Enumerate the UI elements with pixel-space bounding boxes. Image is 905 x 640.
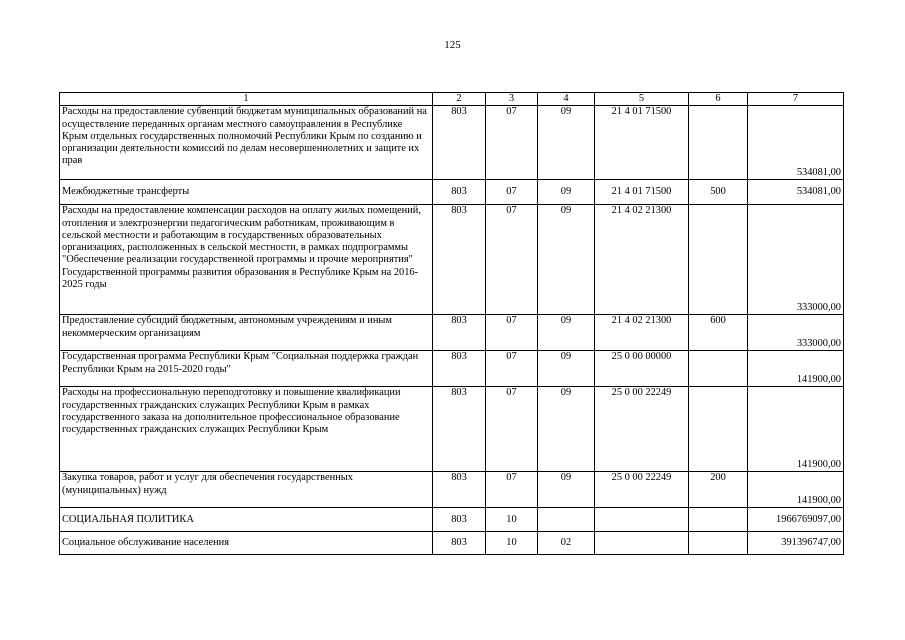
column-header: 3 [486, 93, 538, 106]
item-name: Социальное обслуживание населения [60, 532, 433, 555]
section-code: 10 [486, 508, 538, 532]
target-article-code: 25 0 00 22249 [595, 387, 689, 472]
ministry-code: 803 [433, 315, 486, 351]
table-row [60, 315, 844, 351]
expense-type-code [689, 205, 748, 315]
target-article-code: 21 4 02 21300 [595, 205, 689, 315]
table-row [60, 180, 844, 205]
item-name: СОЦИАЛЬНАЯ ПОЛИТИКА [60, 508, 433, 532]
section-code: 07 [486, 180, 538, 205]
table-row [60, 532, 844, 555]
target-article-code: 21 4 01 71500 [595, 106, 689, 180]
item-name: Расходы на предоставление субвенций бюджетам муниципальных образований на осуществление переданных органам местного самоуправления в Республике Крым отдельных государственных полномочий Республики Крым по созданию и организации деятельности комиссий по делам несовершеннолетних и защите их прав [60, 106, 433, 180]
item-name: Предоставление субсидий бюджетным, автономным учреждениям и иным некоммерческим организациям [60, 315, 433, 351]
page-number: 125 [444, 39, 461, 51]
subsection-code: 09 [538, 106, 595, 180]
target-article-code: 25 0 00 22249 [595, 472, 689, 508]
subsection-code: 02 [538, 532, 595, 555]
amount: 333000,00 [748, 205, 844, 315]
column-header: 7 [748, 93, 844, 106]
expense-type-code: 500 [689, 180, 748, 205]
section-code: 10 [486, 532, 538, 555]
target-article-code: 21 4 02 21300 [595, 315, 689, 351]
table-header-row [60, 93, 844, 106]
table-row [60, 106, 844, 180]
amount: 141900,00 [748, 387, 844, 472]
amount: 1966769097,00 [748, 508, 844, 532]
section-code: 07 [486, 205, 538, 315]
ministry-code: 803 [433, 508, 486, 532]
ministry-code: 803 [433, 387, 486, 472]
table-row [60, 472, 844, 508]
amount: 141900,00 [748, 351, 844, 387]
expense-type-code [689, 532, 748, 555]
subsection-code: 09 [538, 205, 595, 315]
item-name: Расходы на профессиональную переподготовку и повышение квалификации государственных гражданских служащих Республики Крым в рамках государственного заказа на дополнительное профессиональное образование государственных гражданских служащих Республики Крым [60, 387, 433, 472]
expense-type-code: 200 [689, 472, 748, 508]
amount: 141900,00 [748, 472, 844, 508]
subsection-code: 09 [538, 315, 595, 351]
subsection-code: 09 [538, 351, 595, 387]
expense-type-code [689, 508, 748, 532]
ministry-code: 803 [433, 106, 486, 180]
expense-type-code [689, 387, 748, 472]
expense-type-code: 600 [689, 315, 748, 351]
table-row [60, 205, 844, 315]
target-article-code: 25 0 00 00000 [595, 351, 689, 387]
target-article-code [595, 532, 689, 555]
ministry-code: 803 [433, 351, 486, 387]
item-name: Межбюджетные трансферты [60, 180, 433, 205]
column-header: 2 [433, 93, 486, 106]
target-article-code [595, 508, 689, 532]
expense-type-code [689, 351, 748, 387]
table-row [60, 351, 844, 387]
table-row [60, 387, 844, 472]
expense-type-code [689, 106, 748, 180]
column-header: 5 [595, 93, 689, 106]
ministry-code: 803 [433, 180, 486, 205]
ministry-code: 803 [433, 205, 486, 315]
column-header: 4 [538, 93, 595, 106]
table-row [60, 508, 844, 532]
column-header: 6 [689, 93, 748, 106]
section-code: 07 [486, 387, 538, 472]
subsection-code [538, 508, 595, 532]
target-article-code: 21 4 01 71500 [595, 180, 689, 205]
ministry-code: 803 [433, 532, 486, 555]
section-code: 07 [486, 106, 538, 180]
amount: 333000,00 [748, 315, 844, 351]
amount: 391396747,00 [748, 532, 844, 555]
budget-table [59, 92, 844, 555]
section-code: 07 [486, 315, 538, 351]
item-name: Расходы на предоставление компенсации расходов на оплату жилых помещений, отопления и электроэнергии педагогическим работникам, проживающим в сельской местности и работающим в государственных образовательных организациях, расположенных в сельской местности, в рамках подпрограммы "Обеспечение реализации государственной программы и прочие мероприятия" Государственной программы развития образования в Республике Крым на 2016-2025 годы [60, 205, 433, 315]
ministry-code: 803 [433, 472, 486, 508]
amount: 534081,00 [748, 180, 844, 205]
item-name: Государственная программа Республики Крым "Социальная поддержка граждан Республики Крым на 2015-2020 годы" [60, 351, 433, 387]
item-name: Закупка товаров, работ и услуг для обеспечения государственных (муниципальных) нужд [60, 472, 433, 508]
section-code: 07 [486, 351, 538, 387]
section-code: 07 [486, 472, 538, 508]
amount: 534081,00 [748, 106, 844, 180]
column-header: 1 [60, 93, 433, 106]
subsection-code: 09 [538, 387, 595, 472]
subsection-code: 09 [538, 180, 595, 205]
subsection-code: 09 [538, 472, 595, 508]
